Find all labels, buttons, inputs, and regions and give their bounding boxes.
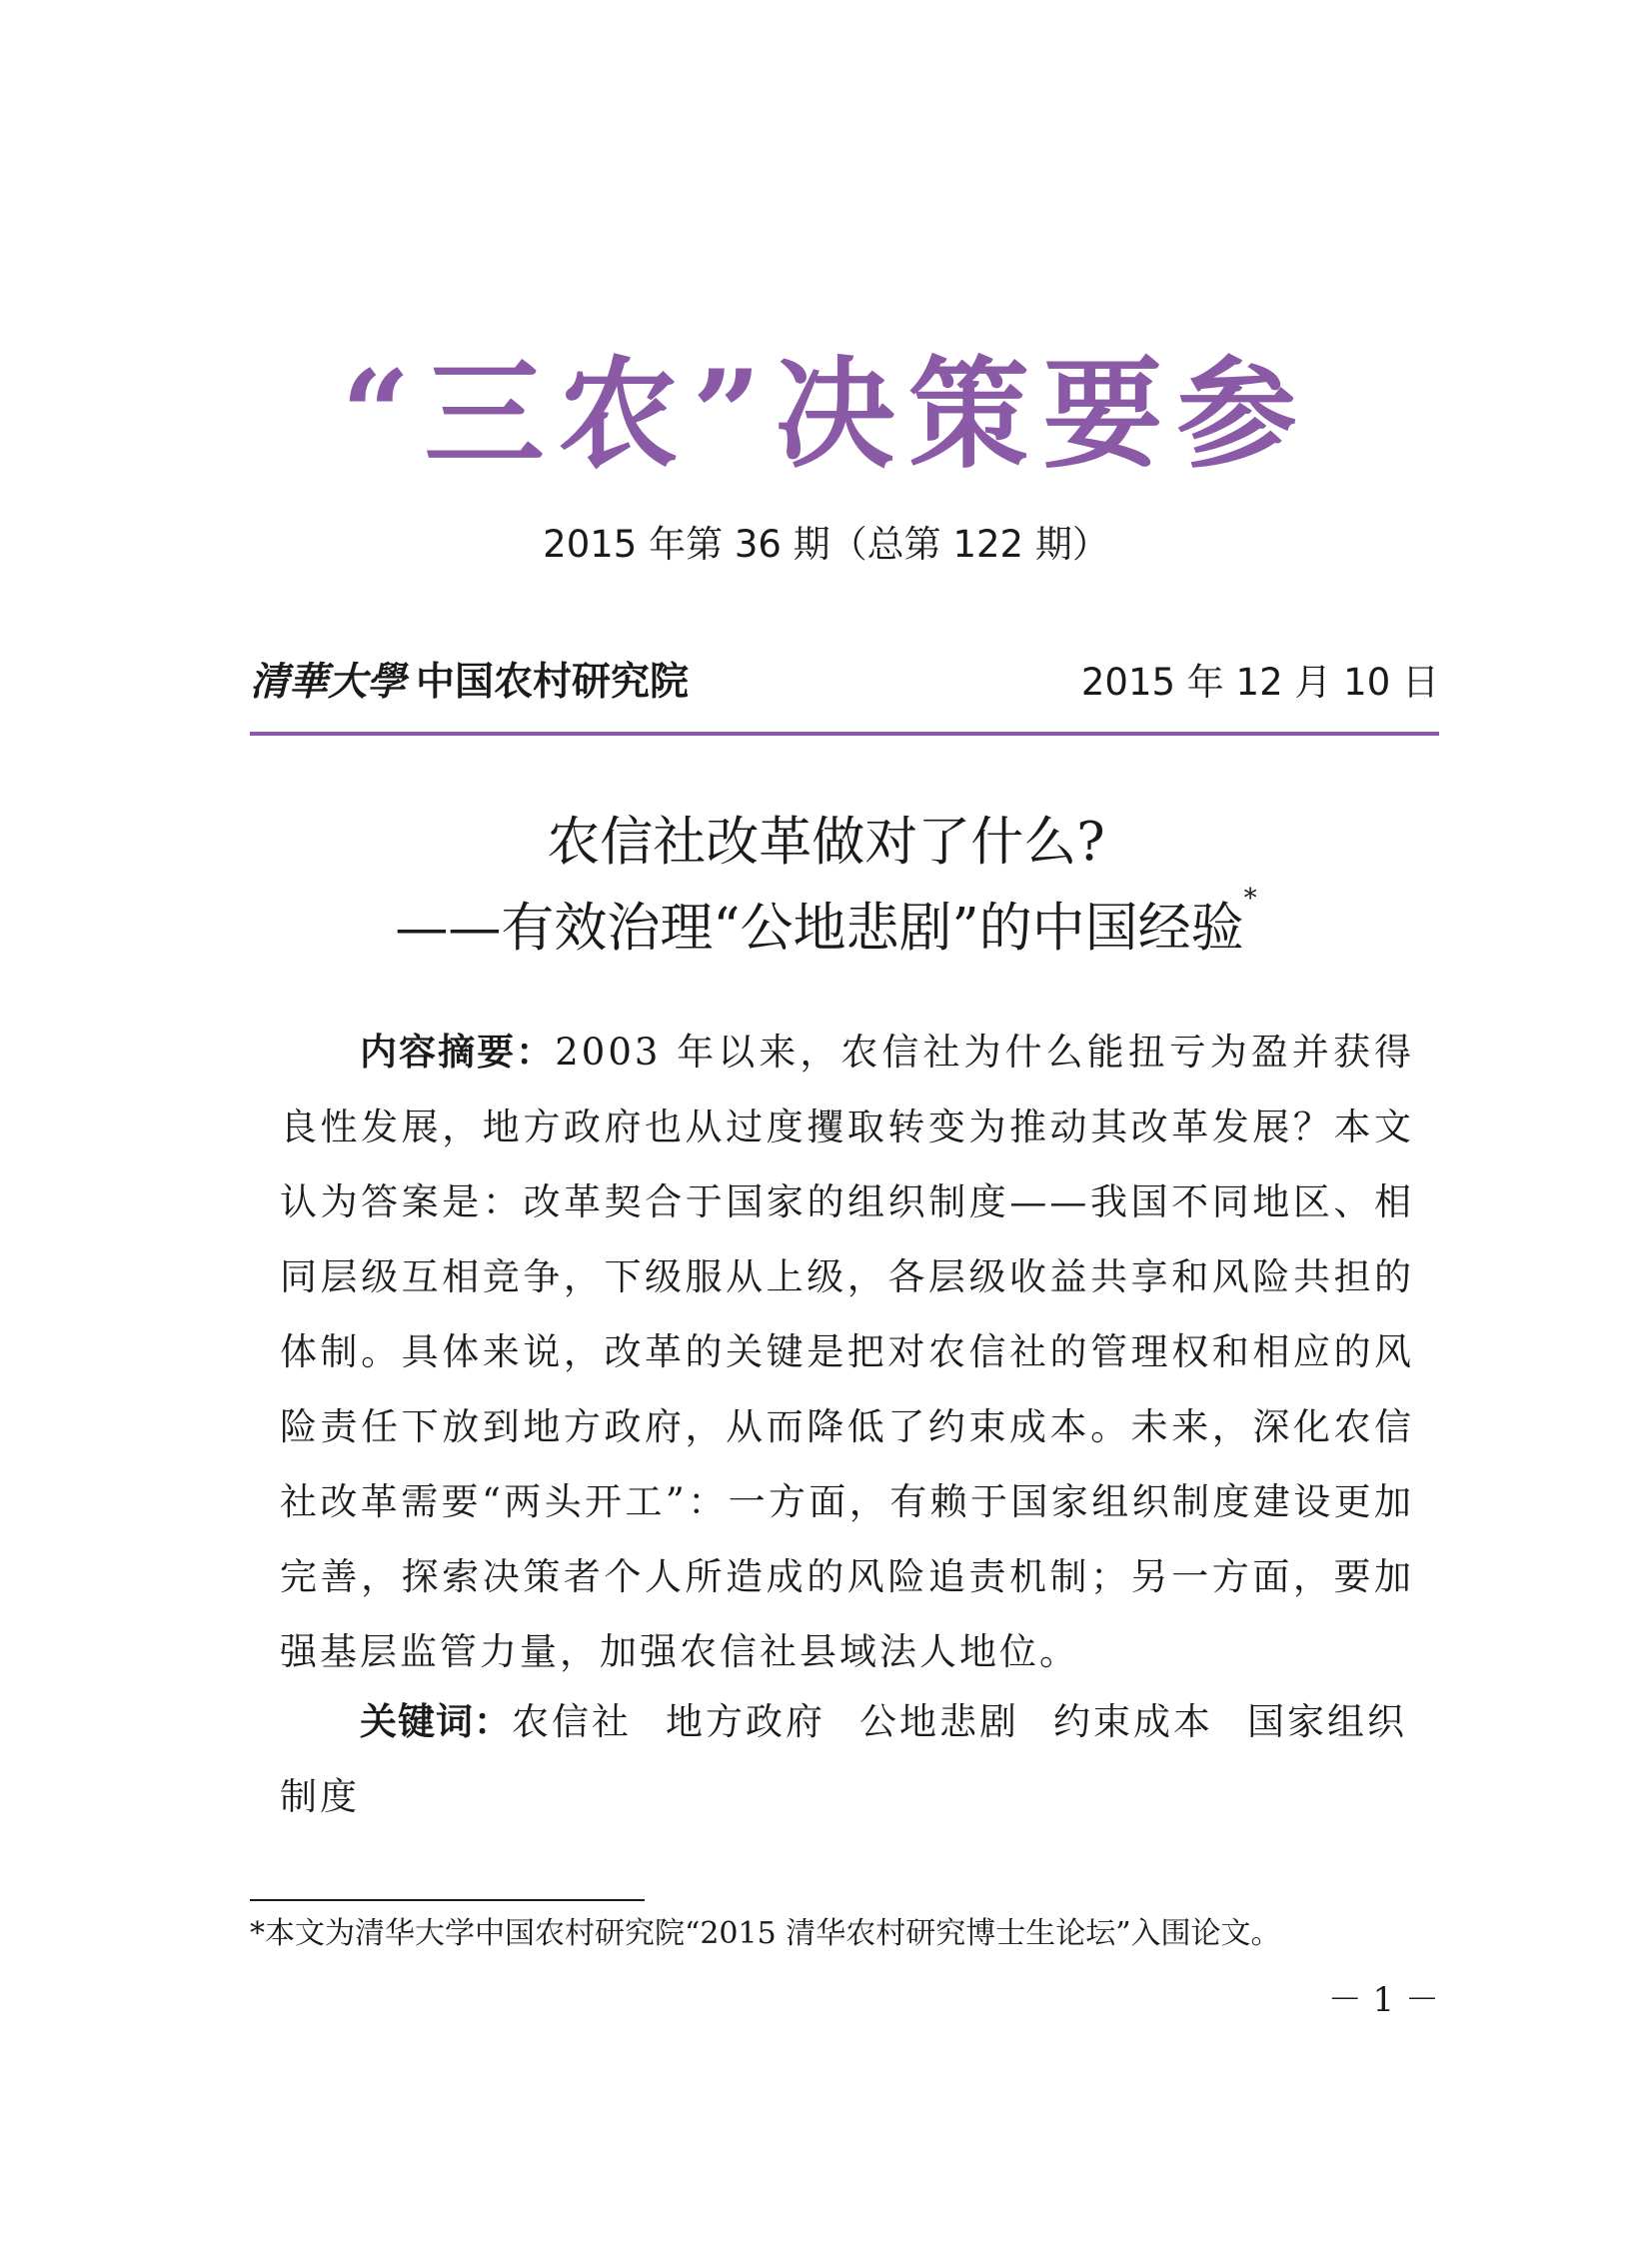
keyword: 地方政府	[666, 1700, 826, 1743]
publication-date: 2015 年 12 月 10 日	[1080, 661, 1439, 704]
institute-name: 中国农村研究院	[416, 659, 690, 705]
article-title	[0, 800, 1652, 972]
keywords-paragraph	[280, 1684, 1414, 1834]
footnote-divider	[250, 1899, 645, 1901]
keyword: 公地悲剧	[859, 1700, 1019, 1743]
keyword: 农信社	[512, 1700, 632, 1743]
masthead-title: “三农”决策要参	[341, 344, 1311, 485]
footnote: *本文为清华大学中国农村研究院“2015 清华农村研究博士生论坛”入围论文。	[250, 1916, 1281, 1951]
keyword: 约束成本	[1053, 1700, 1213, 1743]
title-subtitle: ——有效治理“公地悲剧”的中国经验	[395, 898, 1244, 959]
keywords-label: 关键词：	[360, 1700, 512, 1743]
keyword: 国家组织制度	[280, 1700, 1407, 1818]
publisher-org	[250, 655, 689, 710]
university-logo-text: 清華大學	[250, 659, 407, 705]
page-number: － 1 －	[1327, 1980, 1439, 2020]
abstract-label: 内容摘要：	[360, 1031, 556, 1074]
title-footnote-marker: *	[1243, 884, 1257, 914]
abstract-text: 2003 年以来，农信社为什么能扭亏为盈并获得良性发展，地方政府也从过度攫取转变为推动其改革发展？本文认为答案是：改革契合于国家的组织制度——我国不同地区、相同层级互相竞争，下级服从上级，各层级收益共享和风险共担的体制。具体来说，改革的关键是把对农信社的管理权和相应的风险责任下放到地方政府，从而降低了约束成本。未来，深化农信社改革需要“两头开工”：一方面，有赖于国家组织制度建设更加完善，探索决策者个人所造成的风险追责机制；另一方面，要加强基层监管力量，加强农信社县域法人地位。	[280, 1031, 1414, 1673]
issue-number: 2015 年第 36 期（总第 122 期）	[543, 523, 1109, 566]
title-subtitle-line	[0, 886, 1652, 972]
header-divider	[250, 732, 1439, 736]
title-main: 农信社改革做对了什么?	[547, 812, 1105, 873]
abstract-paragraph	[280, 1015, 1414, 1689]
